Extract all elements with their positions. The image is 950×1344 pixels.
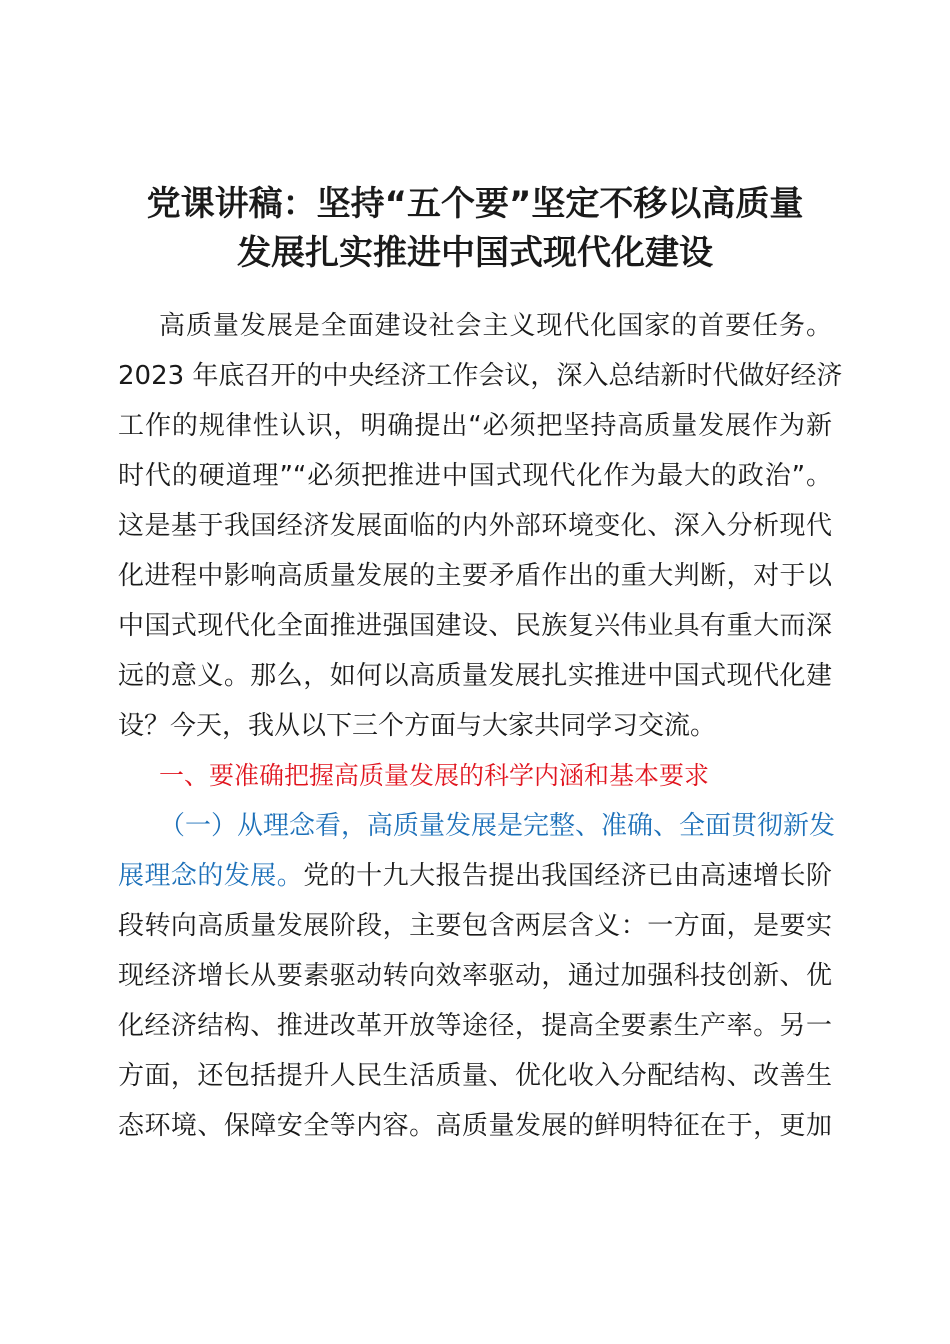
- title-line-2: 发展扎实推进中国式现代化建设: [237, 233, 713, 273]
- subsection-line: 方面，还包括提升人民生活质量、优化收入分配结构、改善生: [118, 1061, 832, 1091]
- document-title: [118, 180, 832, 278]
- document-body: [118, 301, 843, 1151]
- subsection-heading-tail: 展理念的发展。: [118, 861, 304, 891]
- intro-line: 高质量发展是全面建设社会主义现代化国家的首要任务。: [159, 311, 832, 341]
- subsection-heading: （一）从理念看，高质量发展是完整、准确、全面贯彻新发: [159, 811, 836, 841]
- intro-line: 工作的规律性认识，明确提出“必须把坚持高质量发展作为新: [118, 411, 832, 441]
- subsection-line: 现经济增长从要素驱动转向效率驱动，通过加强科技创新、优: [118, 961, 832, 991]
- title-line-1: 党课讲稿：坚持“五个要”坚定不移以高质量: [146, 184, 804, 224]
- intro-line: 时代的硬道理”“必须把推进中国式现代化作为最大的政治”。: [118, 461, 832, 491]
- section-heading: 一、要准确把握高质量发展的科学内涵和基本要求: [159, 761, 710, 790]
- subsection-line: 化经济结构、推进改革开放等途径，提高全要素生产率。另一: [118, 1011, 832, 1041]
- subsection-line: [118, 851, 832, 901]
- intro-line: 中国式现代化全面推进强国建设、民族复兴伟业具有重大而深: [118, 611, 832, 641]
- subsection-line: 段转向高质量发展阶段，主要包含两层含义：一方面，是要实: [118, 911, 832, 941]
- subsection-line: 态环境、保障安全等内容。高质量发展的鲜明特征在于，更加: [118, 1111, 832, 1141]
- intro-line: 2023 年底召开的中央经济工作会议，深入总结新时代做好经济: [118, 361, 843, 391]
- intro-line: 这是基于我国经济发展面临的内外部环境变化、深入分析现代: [118, 511, 832, 541]
- document-page: [118, 180, 843, 1151]
- intro-line: 设？今天，我从以下三个方面与大家共同学习交流。: [118, 711, 717, 741]
- intro-line: 远的意义。那么，如何以高质量发展扎实推进中国式现代化建: [118, 661, 832, 691]
- intro-line: 化进程中影响高质量发展的主要矛盾作出的重大判断，对于以: [118, 561, 832, 591]
- subsection-text: 党的十九大报告提出我国经济已由高速增长阶: [303, 861, 832, 891]
